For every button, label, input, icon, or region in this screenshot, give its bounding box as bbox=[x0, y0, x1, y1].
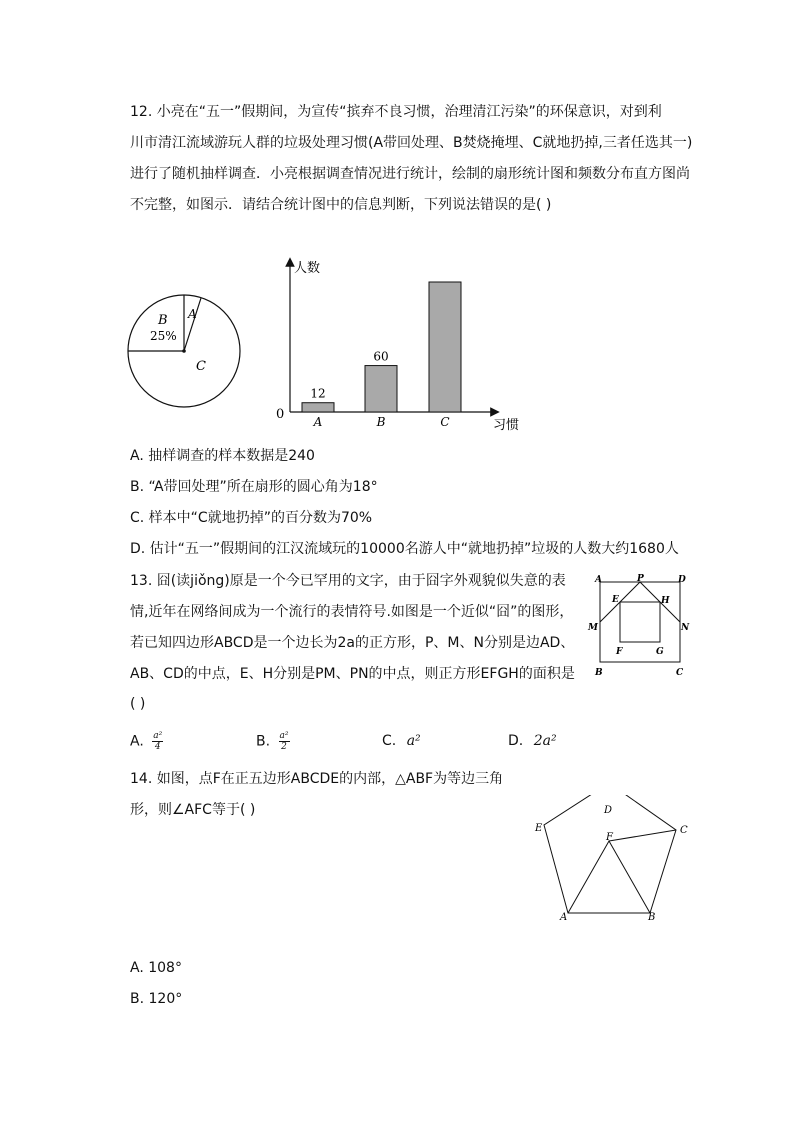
bar-B bbox=[365, 366, 397, 412]
jiong-figure bbox=[585, 570, 695, 682]
q13-option-b-fraction bbox=[279, 731, 290, 752]
q13-option-c-value: a² bbox=[406, 733, 421, 749]
label-D: D bbox=[678, 575, 686, 585]
data-label-B: 60 bbox=[373, 349, 389, 364]
q12-line-1: 12. 小亮在“五一”假期间，为宣传“摈弃不良习惯，治理清江污染”的环保意识，对到利 bbox=[130, 104, 662, 120]
x-axis-label: 习惯 bbox=[493, 418, 520, 433]
q13-option-a[interactable] bbox=[130, 731, 163, 752]
bar-series bbox=[302, 282, 461, 429]
bar-chart bbox=[270, 252, 530, 434]
q13-line-2: 情,近年在网络间成为一个流行的表情符号.如图是一个近似“囧”的图形， bbox=[130, 604, 574, 620]
origin-label: 0 bbox=[276, 407, 285, 422]
label-A: A bbox=[595, 575, 602, 585]
pie-center bbox=[182, 349, 186, 353]
q13-line-5: ( ) bbox=[130, 696, 146, 712]
q13-option-c[interactable] bbox=[382, 731, 421, 751]
tick-label-B: B bbox=[376, 415, 386, 429]
q13-option-d-letter: D. bbox=[508, 733, 524, 749]
bar-C bbox=[429, 282, 461, 412]
q14-option-b[interactable]: B. 120° bbox=[130, 991, 183, 1007]
q12-option-a[interactable]: A. 抽样调查的样本数据是240 bbox=[130, 448, 315, 464]
y-axis-label: 人数 bbox=[294, 261, 321, 276]
label-G: G bbox=[656, 647, 664, 657]
q14-line-1: 14. 如图，点F在正五边形ABCDE的内部，△ABF为等边三角 bbox=[130, 771, 504, 787]
q13-option-b[interactable] bbox=[256, 731, 290, 752]
q12-line-3: 进行了随机抽样调查．小亮根据调查情况进行统计，绘制的扇形统计图和频数分布直方图尚 bbox=[130, 166, 690, 182]
label-N: N bbox=[681, 623, 690, 633]
label-C: C bbox=[680, 825, 688, 836]
label-E: E bbox=[535, 823, 543, 834]
label-D: D bbox=[604, 805, 613, 816]
label-F: F bbox=[606, 832, 613, 843]
square-abcd bbox=[600, 582, 680, 662]
q13-line-1: 13. 囧(读jiǒng)原是一个今已罕用的文字，由于囧字外观貌似失意的表 bbox=[130, 573, 566, 589]
bar-A bbox=[302, 403, 334, 412]
pentagon-figure bbox=[528, 795, 698, 925]
q13-option-a-fraction bbox=[152, 731, 163, 752]
label-P: P bbox=[637, 574, 644, 584]
q12-option-d[interactable]: D. 估计“五一”假期间的江汉流域玩的10000名游人中“就地扔掉”垃圾的人数大约1680人 bbox=[130, 541, 679, 557]
q12-option-c[interactable]: C. 样本中“C就地扔掉”的百分数为70% bbox=[130, 510, 373, 526]
label-C: C bbox=[676, 668, 684, 678]
label-M: M bbox=[588, 623, 598, 633]
label-H: H bbox=[661, 596, 670, 606]
q14-option-a[interactable]: A. 108° bbox=[130, 960, 182, 976]
q13-option-a-letter: A. bbox=[130, 733, 144, 750]
label-F: F bbox=[616, 647, 623, 657]
q13-option-c-letter: C. bbox=[382, 733, 397, 749]
label-E: E bbox=[612, 595, 619, 605]
q13-line-3: 若已知四边形ABCD是一个边长为2a的正方形，P、M、N分别是边AD、 bbox=[130, 635, 575, 651]
q13-option-d-value: 2a² bbox=[533, 733, 557, 749]
pie-label-a: A bbox=[188, 307, 197, 321]
q12-option-b[interactable]: B. “A带回处理”所在扇形的圆心角为18° bbox=[130, 479, 378, 495]
pie-label-b-percent: 25% bbox=[150, 329, 177, 343]
q13-option-a-num: a² bbox=[153, 731, 163, 741]
q13-option-a-den: 4 bbox=[154, 742, 161, 752]
q12-line-2: 川市清江流域游玩人群的垃圾处理习惯(A带回处理、B焚烧掩埋、C就地扔掉,三者任选其一) bbox=[130, 135, 693, 151]
q13-option-b-letter: B. bbox=[256, 733, 271, 750]
square-efgh bbox=[620, 602, 660, 642]
tick-label-C: C bbox=[440, 415, 450, 429]
tick-label-A: A bbox=[313, 415, 323, 429]
q12-line-4: 不完整，如图示．请结合统计图中的信息判断，下列说法错误的是( ) bbox=[130, 197, 552, 213]
q13-option-b-den: 2 bbox=[281, 742, 287, 752]
data-label-A: 12 bbox=[310, 386, 326, 401]
label-A: A bbox=[560, 912, 568, 923]
label-B: B bbox=[595, 668, 603, 678]
q14-line-2: 形，则∠AFC等于( ) bbox=[130, 802, 256, 818]
pie-chart bbox=[126, 292, 246, 412]
segment-fc bbox=[609, 830, 676, 841]
q13-line-4: AB、CD的中点，E、H分别是PM、PN的中点，则正方形EFGH的面积是 bbox=[130, 666, 575, 682]
triangle-abf bbox=[568, 841, 650, 913]
q13-option-b-num: a² bbox=[279, 731, 289, 741]
pie-label-c: C bbox=[196, 359, 206, 374]
pie-label-b: B bbox=[158, 313, 168, 328]
q13-option-d[interactable] bbox=[508, 731, 557, 751]
label-B: B bbox=[648, 912, 656, 923]
pie-radius-a bbox=[184, 298, 201, 351]
